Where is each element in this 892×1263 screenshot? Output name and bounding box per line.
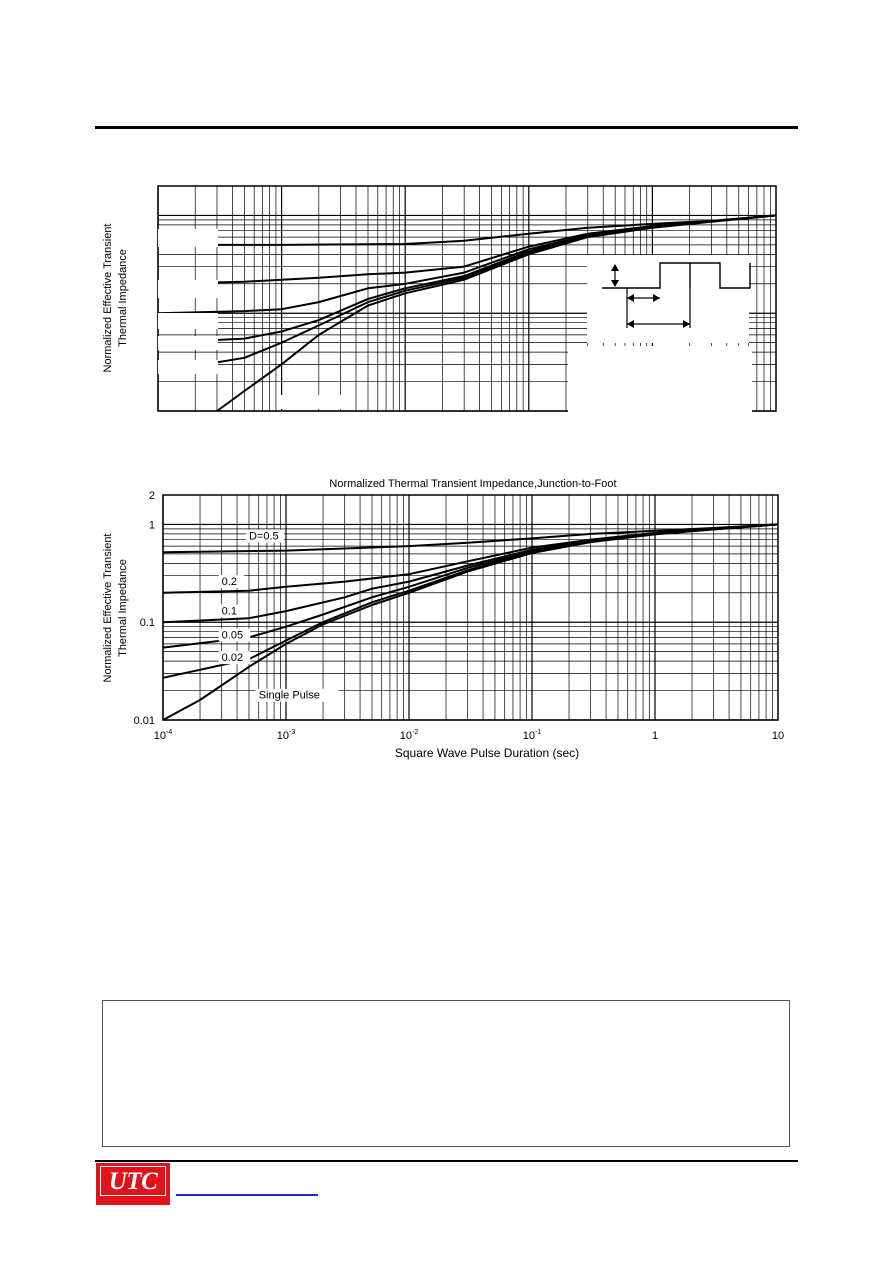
y-tick-label-2: 0.1 bbox=[139, 617, 155, 630]
header-rule bbox=[95, 126, 798, 129]
x-tick-label-4: 1 bbox=[651, 730, 659, 742]
series-label-2: 0.1 bbox=[221, 605, 237, 618]
chart1-label-blank-2 bbox=[158, 313, 218, 329]
series-label-1: 0.2 bbox=[221, 576, 237, 589]
footer-rule bbox=[95, 1160, 798, 1162]
y-tick-label-3: 0.01 bbox=[133, 715, 155, 727]
inset-notes-box bbox=[568, 346, 752, 412]
y-tick-label-0: 2 bbox=[148, 490, 155, 502]
y-tick-label-1: 1 bbox=[148, 519, 155, 532]
chart1-label-blank-4 bbox=[158, 360, 218, 374]
chart1-ylabel-line1: Normalized Effective Transient bbox=[102, 223, 114, 373]
notes-box bbox=[102, 1000, 790, 1147]
chart1-label-blank-5 bbox=[280, 395, 342, 409]
x-tick-label-0: $10^{-4}$ bbox=[153, 729, 173, 742]
x-tick-label-2: $10^{-2}$ bbox=[399, 729, 419, 742]
chart1-label-blank-1 bbox=[158, 280, 218, 298]
thermal-impedance-chart-foot bbox=[0, 470, 892, 770]
series-label-4: 0.02 bbox=[221, 652, 244, 665]
series-label-0: D=0.5 bbox=[248, 530, 279, 543]
series-label-3: 0.05 bbox=[221, 629, 244, 642]
series-label-5: Single Pulse bbox=[258, 689, 320, 702]
x-tick-label-5: 10 bbox=[771, 730, 785, 742]
thermal-impedance-chart-ambient bbox=[0, 150, 892, 440]
x-tick-label-3: $10^{-1}$ bbox=[522, 729, 542, 742]
chart1-label-blank-3 bbox=[158, 336, 218, 350]
chart2-title: Normalized Thermal Transient Impedance,Junction-to-Foot bbox=[329, 478, 617, 490]
chart2-xlabel: Square Wave Pulse Duration (sec) bbox=[394, 746, 580, 760]
x-tick-label-1: $10^{-3}$ bbox=[276, 729, 296, 742]
inset-waveform-box bbox=[587, 255, 749, 343]
chart2-ylabel-line2: Thermal Impedance bbox=[117, 559, 129, 657]
utc-logo bbox=[96, 1163, 170, 1205]
duty-cycle-inset-diagram bbox=[568, 255, 752, 412]
chart2-ylabel-line1: Normalized Effective Transient bbox=[102, 533, 114, 683]
utc-logo-text: UTC bbox=[100, 1166, 166, 1196]
chart1-label-areas bbox=[158, 229, 342, 409]
chart2-series-line-4 bbox=[163, 524, 778, 677]
chart1-label-blank-0 bbox=[158, 229, 218, 247]
website-link[interactable] bbox=[176, 1194, 318, 1196]
chart1-ylabel-line2: Thermal Impedance bbox=[117, 249, 129, 347]
